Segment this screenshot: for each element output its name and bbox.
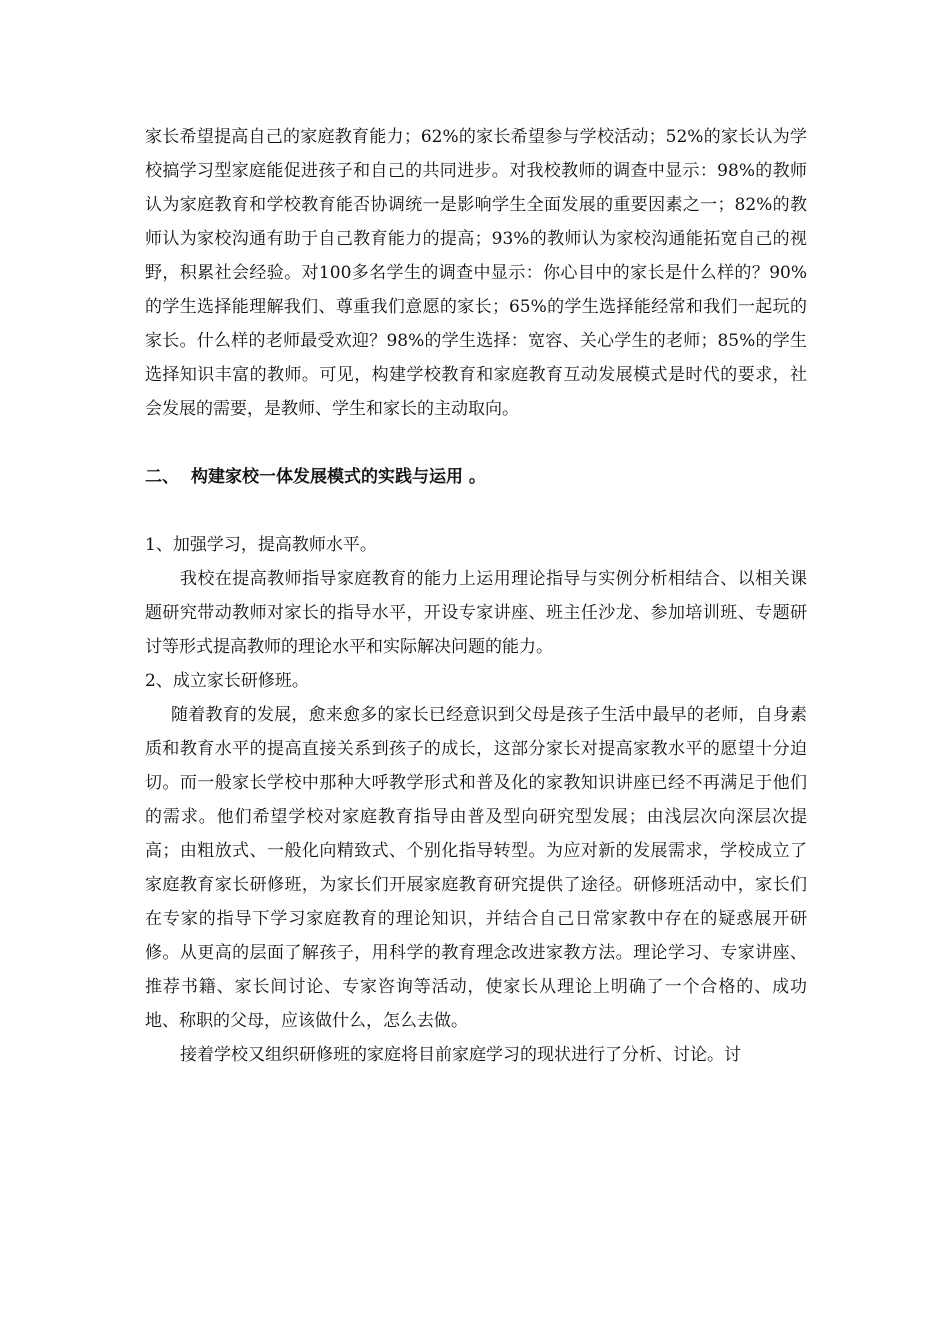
item-1-body: 我校在提高教师指导家庭教育的能力上运用理论指导与实例分析相结合、以相关课题研究带动教师对家长的指导水平，开设专家讲座、班主任沙龙、参加培训班、专题研讨等形式提高教师的理论水平和实际解决问题的能力。 bbox=[145, 569, 807, 657]
intro-paragraph: 家长希望提高自己的家庭教育能力；62%的家长希望参与学校活动；52%的家长认为学校搞学习型家庭能促进孩子和自己的共同进步。对我校教师的调查中显示：98%的教师认为家庭教育和学校教育能否协调统一是影响学生全面发展的重要因素之一；82%的教师认为家校沟通有助于自己教育能力的提高；93%的教师认为家校沟通能拓宽自己的视野，积累社会经验。对100多名学生的调查中显示：你心目中的家长是什么样的？90%的学生选择能理解我们、尊重我们意愿的家长；65%的学生选择能经常和我们一起玩的家长。什么样的老师最受欢迎？98%的学生选择：宽容、关心学生的老师；85%的学生选择知识丰富的教师。可见，构建学校教育和家庭教育互动发展模式是时代的要求，社会发展的需要，是教师、学生和家长的主动取向。 bbox=[145, 127, 807, 419]
item-2-continuation: 接着学校又组织研修班的家庭将目前家庭学习的现状进行了分析、讨论。讨 bbox=[180, 1045, 741, 1065]
document-body bbox=[145, 120, 807, 1072]
section-number: 二、 bbox=[145, 467, 179, 487]
item-2-body: 随着教育的发展，愈来愈多的家长已经意识到父母是孩子生活中最早的老师，自身素质和教育水平的提高直接关系到孩子的成长，这部分家长对提高家教水平的愿望十分迫切。而一般家长学校中那种大呼教学形式和普及化的家教知识讲座已经不再满足于他们的需求。他们希望学校对家庭教育指导由普及型向研究型发展；由浅层次向深层次提高；由粗放式、一般化向精致式、个别化指导转型。为应对新的发展需求，学校成立了家庭教育家长研修班，为家长们开展家庭教育研究提供了途径。研修班活动中，家长们在专家的指导下学习家庭教育的理论知识，并结合自己日常家教中存在的疑惑展开研修。从更高的层面了解孩子，用科学的教育理念改进家教方法。理论学习、专家讲座、推荐书籍、家长间讨论、专家咨询等活动，使家长从理论上明确了一个合格的、成功地、称职的父母，应该做什么，怎么去做。 bbox=[145, 705, 807, 1031]
section-heading bbox=[145, 460, 807, 494]
item-1-title: 1、加强学习，提高教师水平。 bbox=[145, 535, 377, 555]
section-title: 构建家校一体发展模式的实践与运用 。 bbox=[191, 467, 486, 487]
item-2-title: 2、成立家长研修班。 bbox=[145, 671, 309, 691]
